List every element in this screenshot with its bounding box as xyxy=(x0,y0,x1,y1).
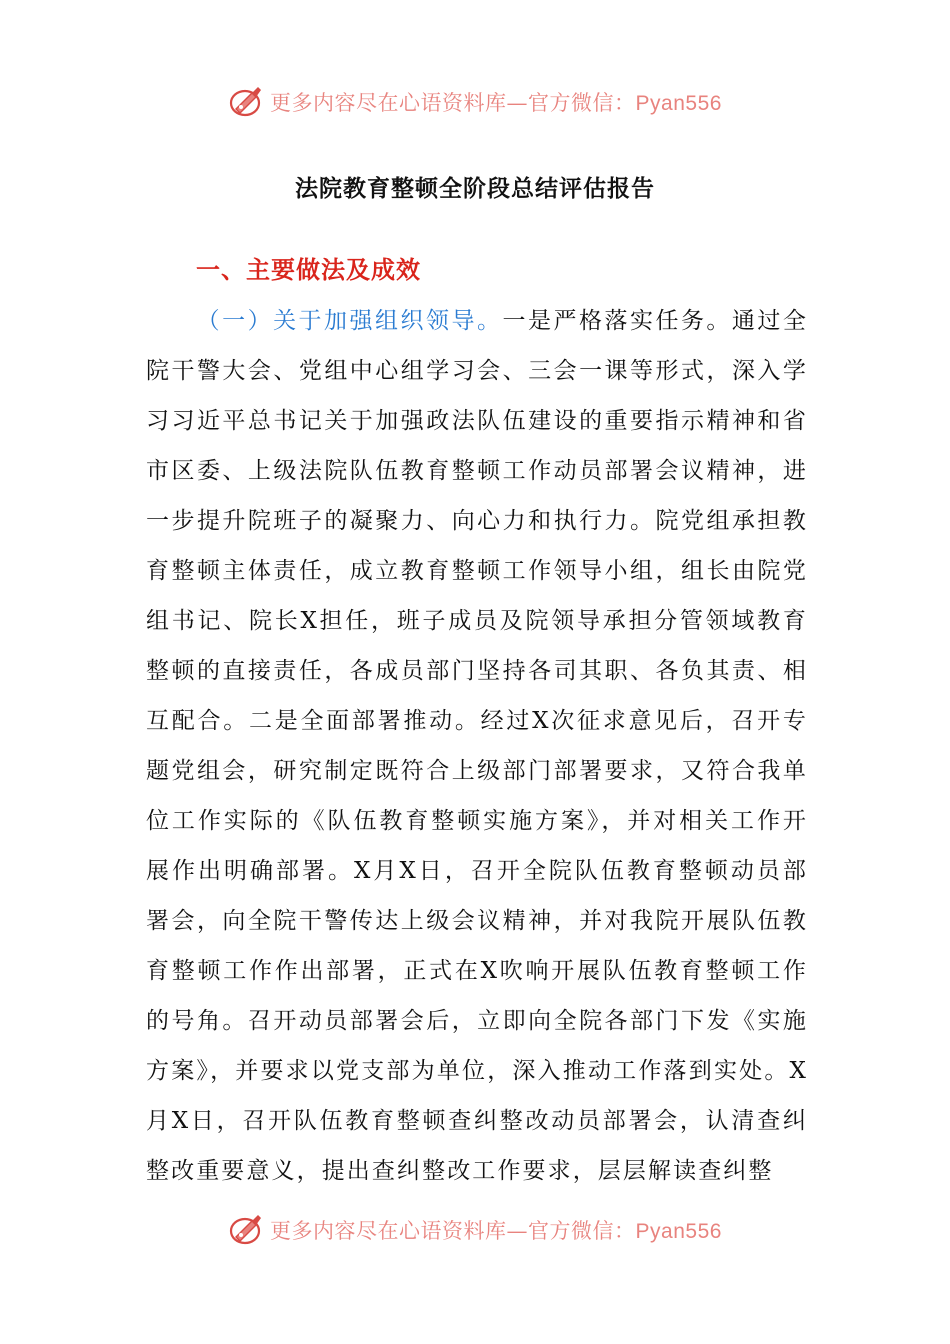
subheading: （一）关于加强组织领导。 xyxy=(196,308,503,334)
document-title: 法院教育整顿全阶段总结评估报告 xyxy=(295,175,655,202)
watermark-text: 更多内容尽在心语资料库—官方微信：Pyan556 xyxy=(270,1219,722,1243)
pen-nib-circle-icon xyxy=(228,1212,264,1248)
body-paragraph xyxy=(146,296,808,1196)
watermark-text: 更多内容尽在心语资料库—官方微信：Pyan556 xyxy=(270,91,722,115)
section-heading: 一、主要做法及成效 xyxy=(196,256,421,284)
body-text: 一是严格落实任务。通过全院干警大会、党组中心组学习会、三会一课等形式，深入学习习近平总书记关于加强政法队伍建设的重要指示精神和省市区委、上级法院队伍教育整顿工作动员部署会议精神，进一步提升院班子的凝聚力、向心力和执行力。院党组承担教育整顿主体责任，成立教育整顿工作领导小组，组长由院党组书记、院长X担任，班子成员及院领导承担分管领域教育整顿的直接责任，各成员部门坚持各司其职、各负其责、相互配合。二是全面部署推动。经过X次征求意见后，召开专题党组会，研究制定既符合上级部门部署要求，又符合我单位工作实际的《队伍教育整顿实施方案》，并对相关工作开展作出明确部署。X月X日，召开全院队伍教育整顿动员部署会，向全院干警传达上级会议精神，并对我院开展队伍教育整顿工作作出部署，正式在X吹响开展队伍教育整顿工作的号角。召开动员部署会后，立即向全院各部门下发《实施方案》，并要求以党支部为单位，深入推动工作落到实处。X月X日，召开队伍教育整顿查纠整改动员部署会，认清查纠整改重要意义，提出查纠整改工作要求，层层解读查纠整 xyxy=(146,308,809,1184)
header-watermark xyxy=(0,80,950,124)
footer-watermark xyxy=(0,1208,950,1252)
pen-nib-circle-icon xyxy=(228,84,264,120)
